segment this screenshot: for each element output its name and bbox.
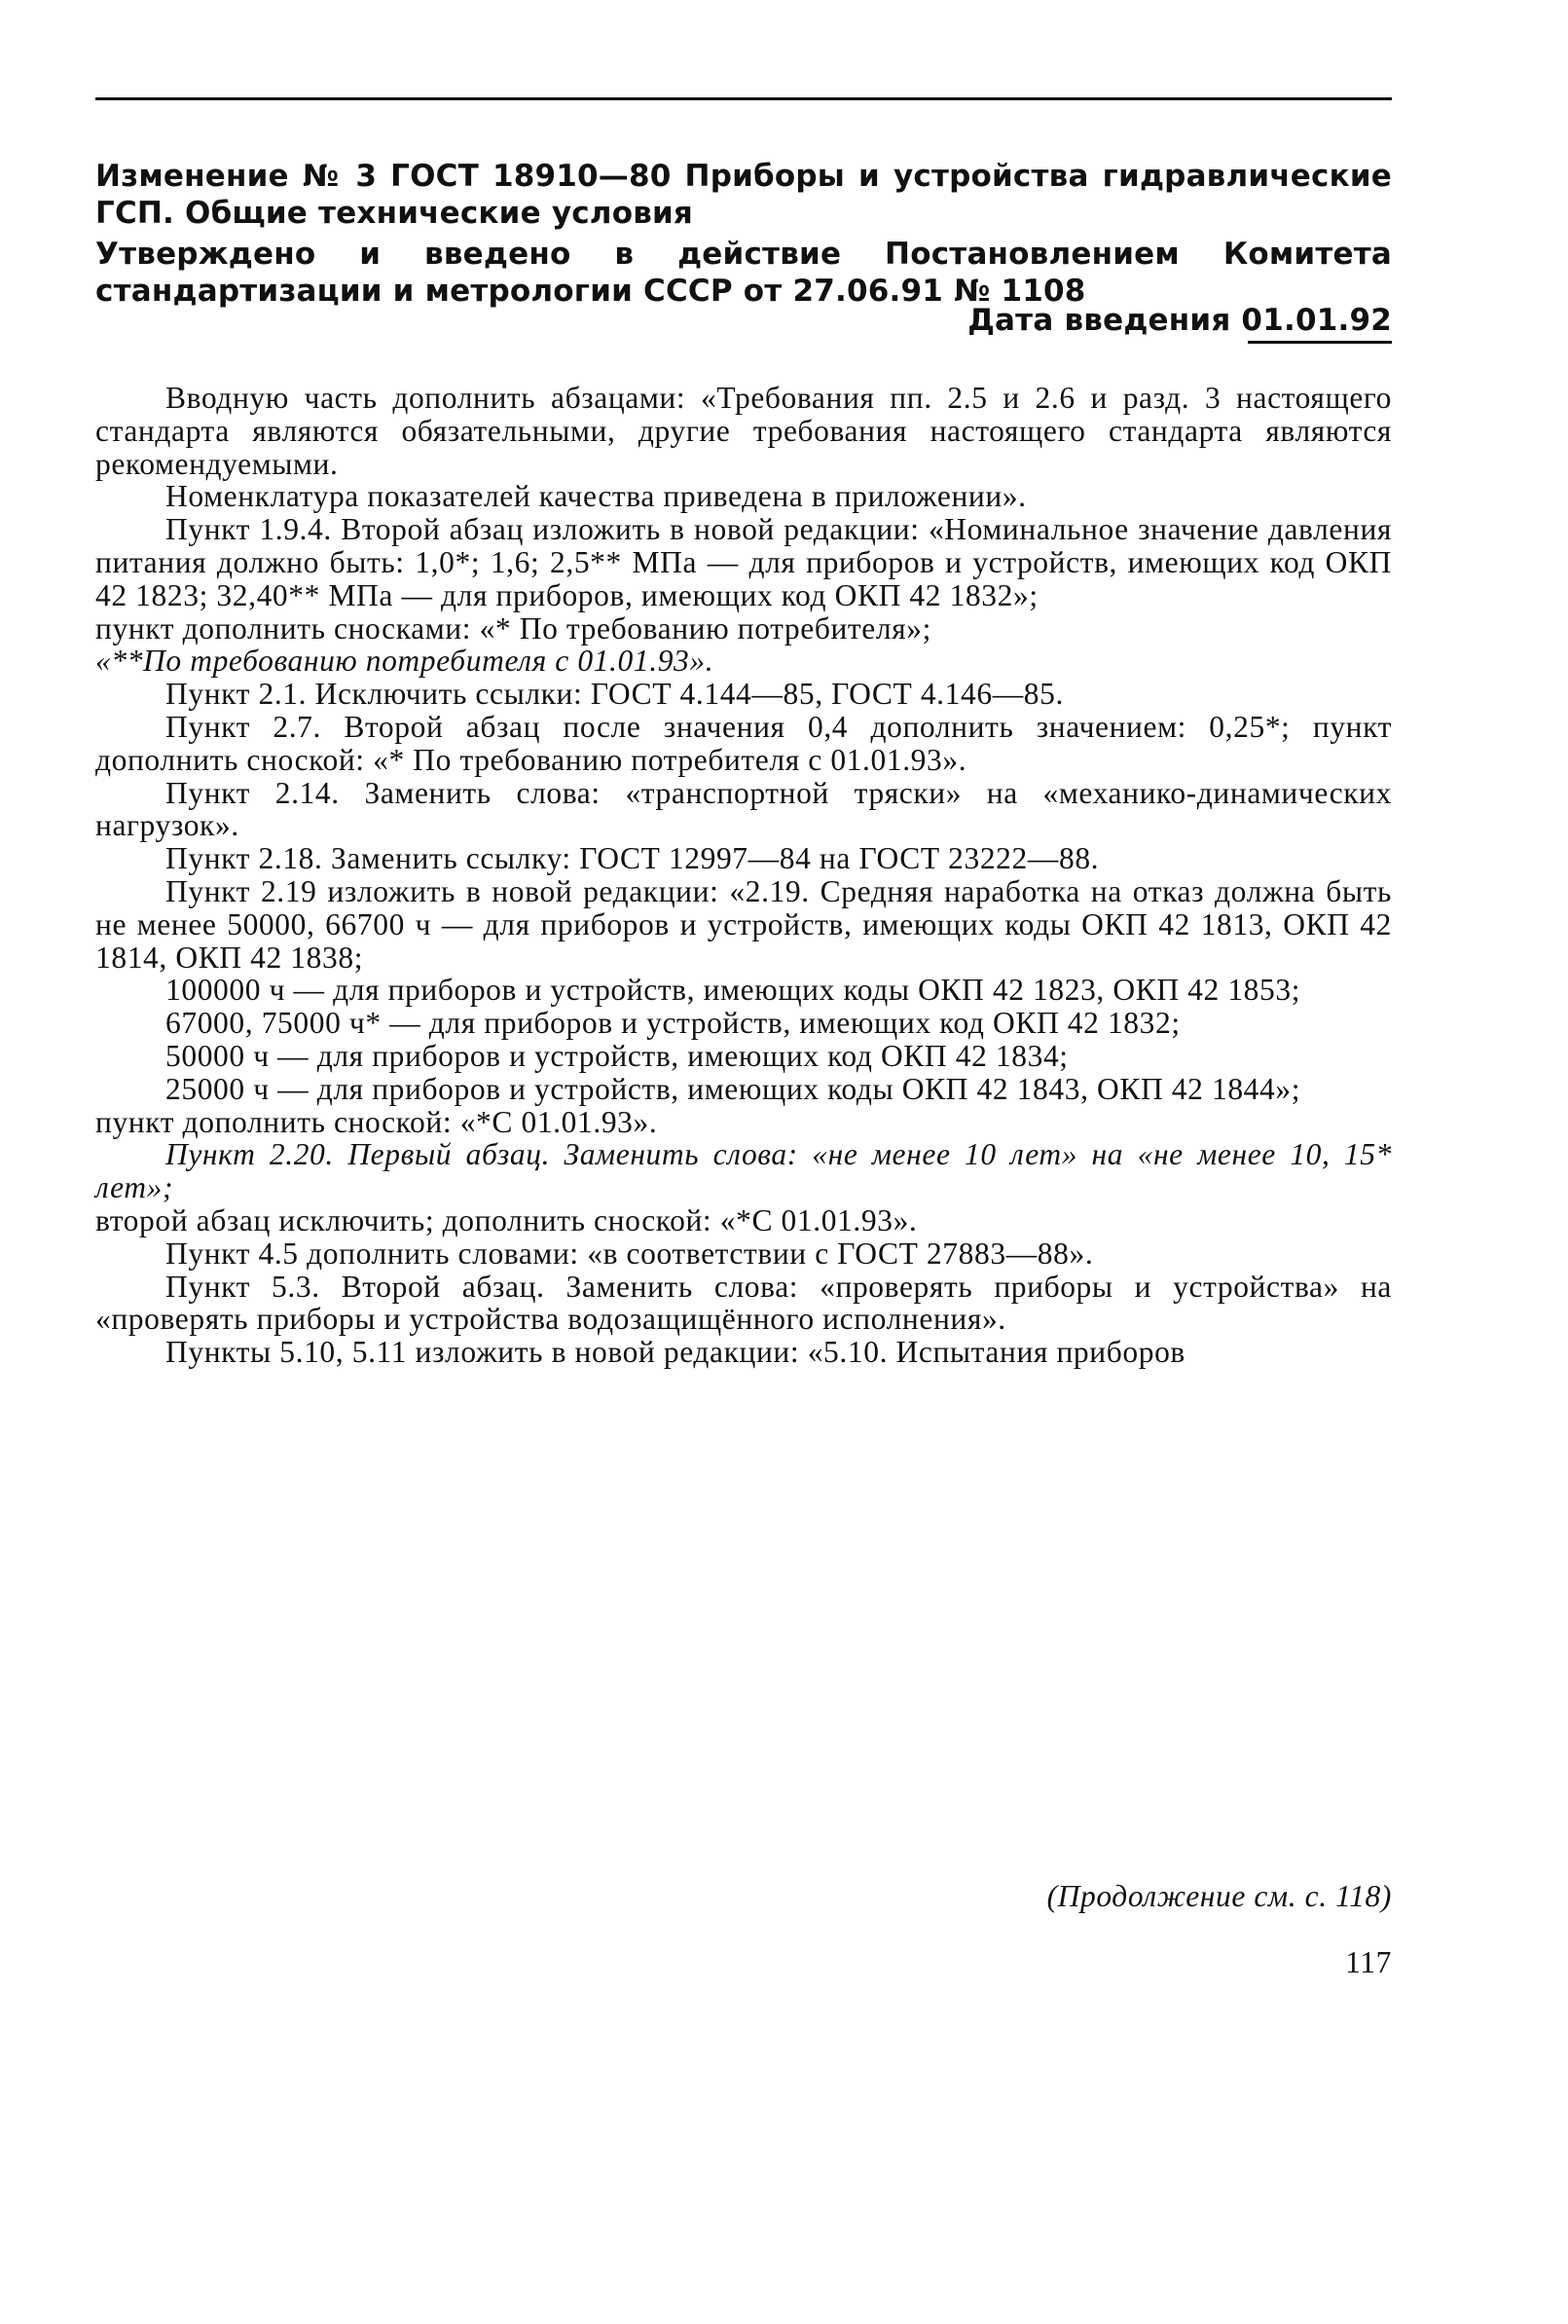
paragraph: второй абзац исключить; дополнить сноской: «*С 01.01.93». <box>95 1202 918 1237</box>
amendment-title: Изменение № 3 ГОСТ 18910—80 Приборы и устройства гидравлические ГСП. Общие технические условия <box>95 159 1392 231</box>
paragraph: Пункт 2.20. Первый абзац. Заменить слова: «не менее 10 лет» на «не менее 10, 15* лет»; <box>95 1137 1392 1205</box>
effective-date-label: Дата введения <box>967 303 1231 338</box>
paragraph: Пункт 4.5 дополнить словами: «в соответствии с ГОСТ 27883—88». <box>165 1236 1094 1271</box>
paragraph: Номенклатура показателей качества приведена в приложении». <box>165 479 1027 514</box>
approval-statement: Утверждено и введено в действие Постановлением Комитета стандартизации и метрологии СССР от 27.06.91 № 1108 <box>95 237 1392 309</box>
continuation-note: (Продолжение см. с. 118) <box>1046 1879 1392 1913</box>
paragraph: Пункт 2.1. Исключить ссылки: ГОСТ 4.144—85, ГОСТ 4.146—85. <box>165 677 1064 712</box>
paragraph: Вводную часть дополнить абзацами: «Требования пп. 2.5 и 2.6 и разд. 3 настоящего стандарта являются обязательными, другие требования настоящего стандарта являются рекомендуемыми. <box>95 381 1392 481</box>
paragraph: Пункт 2.18. Заменить ссылку: ГОСТ 12997—84 на ГОСТ 23222—88. <box>165 841 1100 876</box>
page-number: 117 <box>1345 1945 1392 1979</box>
paragraph: Пункт 1.9.4. Второй абзац изложить в новой редакции: «Номинальное значение давления питания должно быть: 1,0*; 1,6; 2,5** МПа — для приборов и устройств, имеющих код ОКП 42 1823; 32,40** МПа — для приборов, имеющих код ОКП 42 1832»; <box>95 512 1392 612</box>
paragraph: пункт дополнить сносками: «* По требованию потребителя»; <box>95 610 931 646</box>
paragraph: 25000 ч — для приборов и устройств, имеющих коды ОКП 42 1843, ОКП 42 1844»; <box>165 1071 1301 1106</box>
paragraph: пункт дополнить сноской: «*С 01.01.93». <box>95 1104 658 1139</box>
paragraph: «**По требованию потребителя с 01.01.93». <box>95 644 714 679</box>
paragraph: 100000 ч — для приборов и устройств, имеющих коды ОКП 42 1823, ОКП 42 1853; <box>165 973 1301 1008</box>
effective-date-underline <box>1248 341 1392 344</box>
effective-date <box>967 302 1392 339</box>
document-body <box>95 382 1392 1369</box>
paragraph: Пункты 5.10, 5.11 изложить в новой редакции: «5.10. Испытания приборов <box>165 1335 1185 1370</box>
paragraph: Пункт 2.19 изложить в новой редакции: «2.19. Средняя наработка на отказ должна быть не менее 50000, 66700 ч — для приборов и устройств, имеющих коды ОКП 42 1813, ОКП 42 1814, ОКП 42 1838; <box>95 873 1392 975</box>
paragraph: 50000 ч — для приборов и устройств, имеющих код ОКП 42 1834; <box>165 1038 1069 1073</box>
paragraph: Пункт 5.3. Второй абзац. Заменить слова: «проверять приборы и устройства» на «проверять приборы и устройства водозащищённого исполнения». <box>95 1269 1392 1337</box>
paragraph: Пункт 2.14. Заменить слова: «транспортной тряски» на «механико-динамических нагрузок». <box>95 775 1392 843</box>
top-rule <box>95 97 1392 100</box>
paragraph: Пункт 2.7. Второй абзац после значения 0,4 дополнить значением: 0,25*; пункт дополнить сноской: «* По требованию потребителя с 01.01.93». <box>95 709 1392 777</box>
paragraph: 67000, 75000 ч* — для приборов и устройств, имеющих код ОКП 42 1832; <box>165 1006 1181 1041</box>
effective-date-value: 01.01.92 <box>1241 303 1392 338</box>
